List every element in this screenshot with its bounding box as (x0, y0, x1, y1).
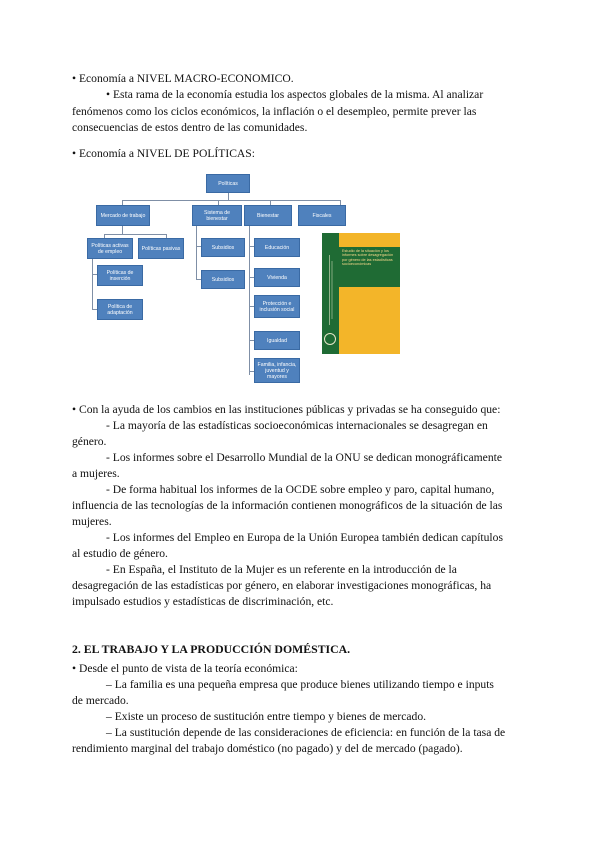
list-item: - La mayoría de las estadísticas socioeconómicas internacionales se desagregan en (106, 419, 488, 432)
bullet-teoria: • Desde el punto de vista de la teoría económica: (72, 662, 298, 675)
connector (122, 200, 340, 201)
list-item-cont: impulsado estudios y estadísticas de discriminación, etc. (72, 595, 334, 608)
node-politicas-activas: Políticas activas de empleo (87, 238, 133, 259)
report-cover-image (322, 233, 400, 354)
list-item-cont: a mujeres. (72, 467, 120, 480)
node-igualdad: Igualdad (254, 331, 300, 350)
node-vivienda: Vivienda (254, 268, 300, 287)
node-politicas-pasivas: Políticas pasivas (138, 238, 184, 259)
node-sistema-bienestar: Sistema de bienestar (192, 205, 242, 226)
connector (104, 234, 166, 235)
node-politicas: Políticas (206, 174, 250, 193)
paragraph-line: fenómenos como los ciclos económicos, la inflación o el desempleo, permite prever las (72, 105, 477, 118)
list-item-cont: género. (72, 435, 107, 448)
cover-spine (322, 233, 339, 354)
node-subsidios: Subsidios (201, 238, 245, 257)
list-item: - Los informes del Empleo en Europa de la Unión Europea también dedican capítulos (106, 531, 503, 544)
connector (92, 258, 93, 310)
node-politicas-insercion: Políticas de inserción (97, 265, 143, 286)
paragraph-line: consecuencias de estos dentro de las comunidades. (72, 121, 308, 134)
node-proteccion-social: Protección e inclusión social (254, 295, 300, 318)
connector (249, 225, 250, 375)
node-bienestar: Bienestar (244, 205, 292, 226)
list-item: – La familia es una pequeña empresa que produce bienes utilizando tiempo e inputs (106, 678, 494, 691)
node-subsidios-2: Subsidios (201, 270, 245, 289)
node-politica-adaptacion: Política de adaptación (97, 299, 143, 320)
connector (228, 192, 229, 200)
list-item: – Existe un proceso de sustitución entre tiempo y bienes de mercado. (106, 710, 427, 723)
list-item-cont: al estudio de género. (72, 547, 168, 560)
list-item-cont: influencia de las tecnologías de la información contienen monográficos de la situación de las (72, 499, 503, 512)
section-heading: 2. EL TRABAJO Y LA PRODUCCIÓN DOMÉSTICA. (72, 642, 351, 656)
node-fiscales: Fiscales (298, 205, 346, 226)
list-item: - De forma habitual los informes de la OCDE sobre empleo y paro, capital humano, (106, 483, 495, 496)
node-mercado-trabajo: Mercado de trabajo (96, 205, 150, 226)
list-item: - Los informes sobre el Desarrollo Mundial de la ONU se dedican monográficamente (106, 451, 502, 464)
list-item-cont: mujeres. (72, 515, 112, 528)
node-familia: Familia, infancia, juventud y mayores (254, 358, 300, 383)
paragraph-line: • Esta rama de la economía estudia los aspectos globales de la misma. Al analizar (106, 88, 484, 101)
list-item-cont: de mercado. (72, 694, 129, 707)
list-item-cont: desagregación de las estadísticas por género, en elaborar investigaciones monográficas, ha (72, 579, 492, 592)
bullet-politicas: • Economía a NIVEL DE POLÍTICAS: (72, 147, 255, 160)
list-item: – La sustitución depende de las consideraciones de eficiencia: en función de la tasa de (106, 726, 506, 739)
connector (196, 225, 197, 280)
list-item-cont: rendimiento marginal del trabajo doméstico (no pagado) y del de mercado (pagado). (72, 742, 463, 755)
bullet-macro-economico: • Economía a NIVEL MACRO-ECONOMICO. (72, 72, 294, 85)
list-item: - En España, el Instituto de la Mujer es un referente en la introducción de la (106, 563, 457, 576)
spine-lines (326, 255, 335, 325)
andalucia-emblem-icon (324, 333, 336, 345)
bullet-cambios: • Con la ayuda de los cambios en las instituciones públicas y privadas se ha conseguido que: (72, 403, 501, 416)
cover-title: Estudio de la situación y los informes sobre desagregación por género de las estadísticas socioeconómicas (342, 249, 394, 267)
node-educacion: Educación (254, 238, 300, 257)
policies-org-chart (84, 168, 404, 384)
